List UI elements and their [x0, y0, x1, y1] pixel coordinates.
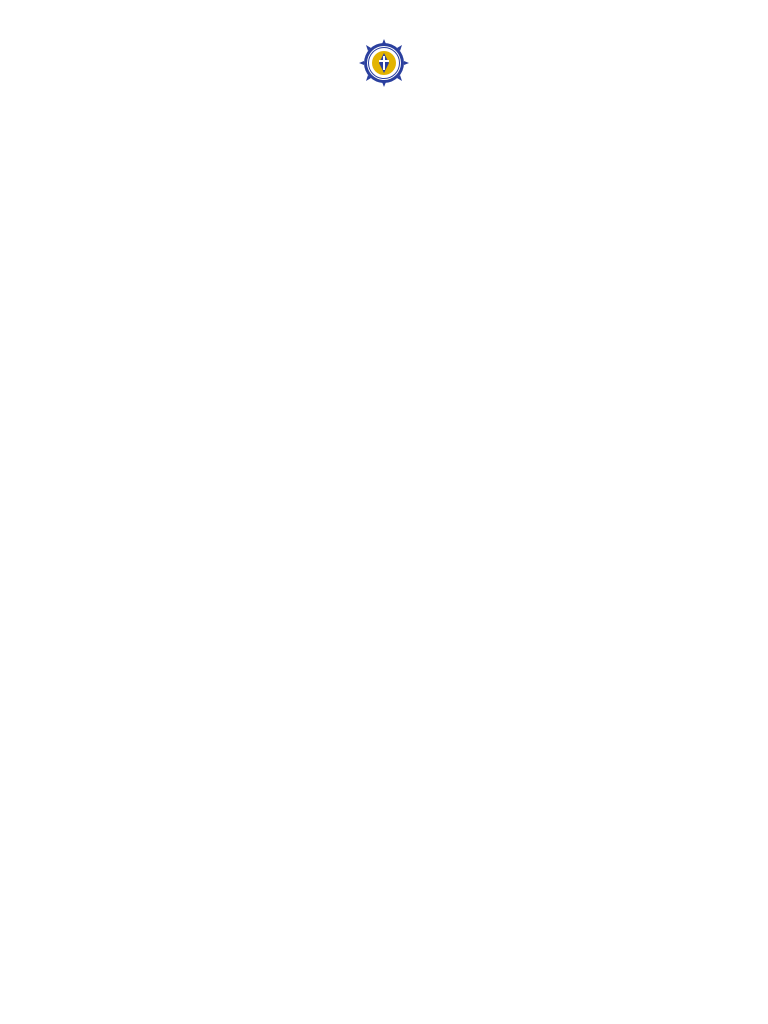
school-seal-icon	[356, 38, 412, 88]
